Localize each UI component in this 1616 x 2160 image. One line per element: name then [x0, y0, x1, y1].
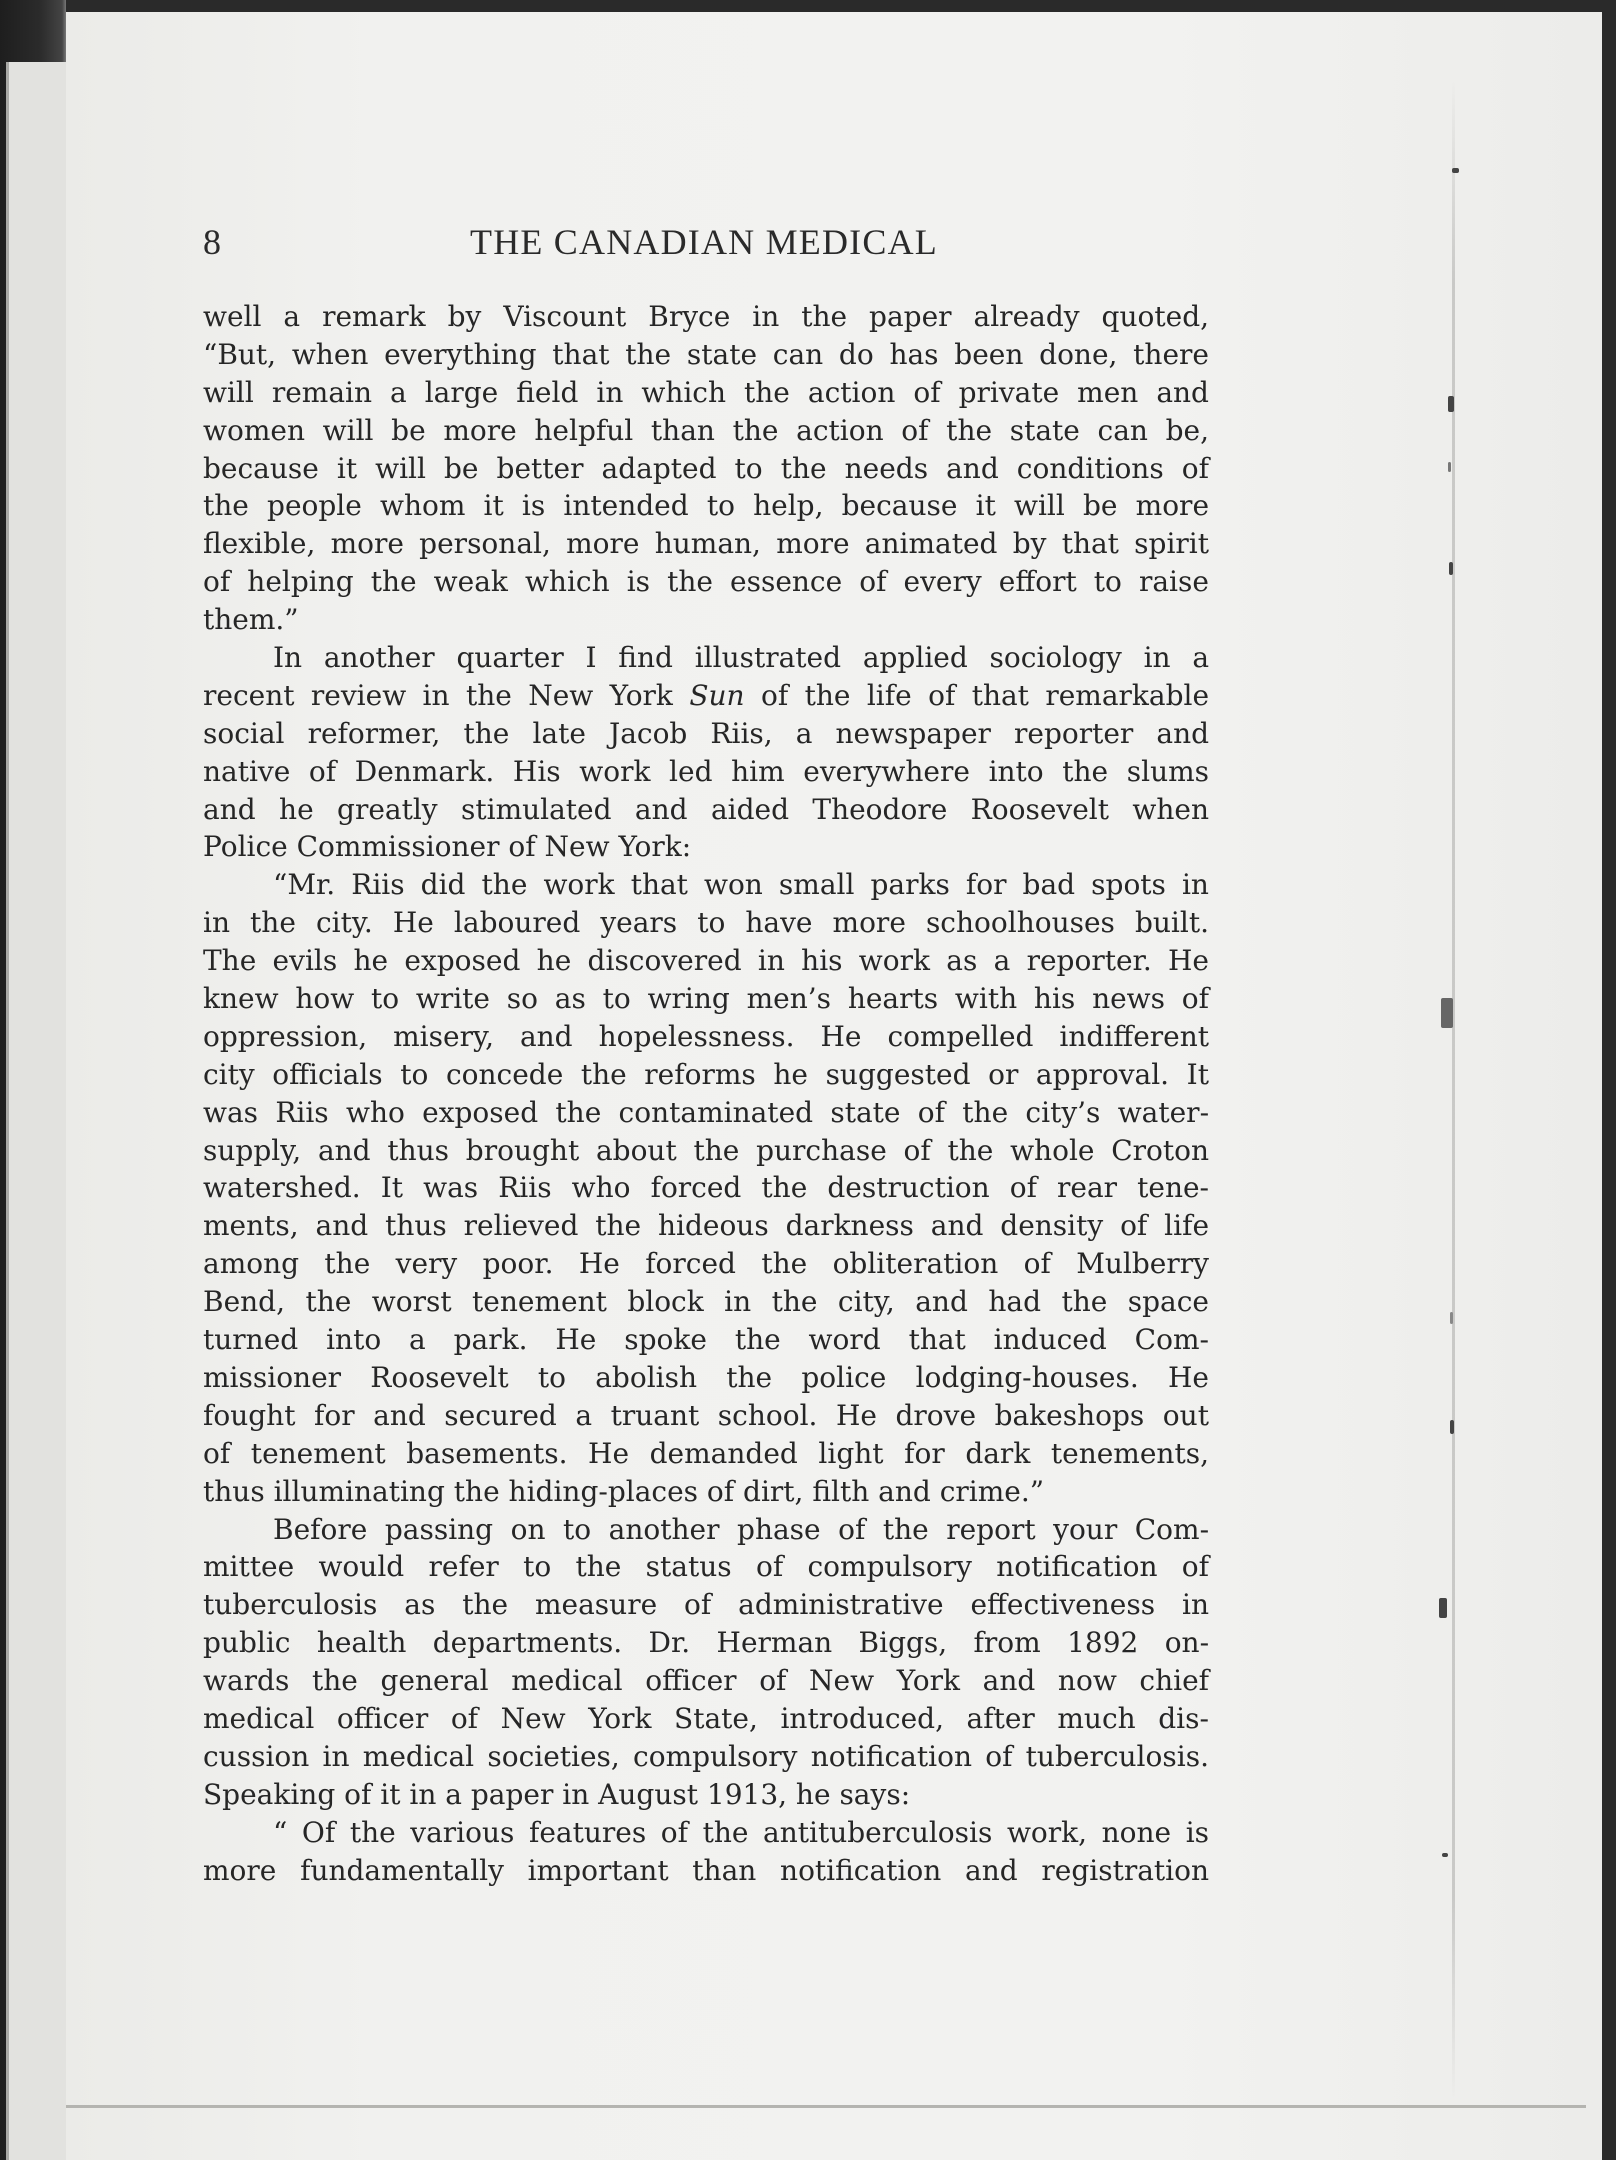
scan-speck — [1450, 1312, 1453, 1324]
text-line: “But, when everything that the state can do has been done, there — [203, 337, 1209, 371]
text-line-with-italic — [203, 677, 1209, 715]
text-line: “ Of the various features of the antituberculosis work, none is — [273, 1815, 1210, 1849]
text-line: Before passing on to another phase of the report your Com- — [273, 1512, 1210, 1546]
scan-speck — [1450, 1420, 1454, 1434]
text-line: was Riis who exposed the contaminated state of the city’s water- — [203, 1095, 1210, 1129]
page-right-shadow — [1452, 80, 1455, 2100]
text-line: will remain a large field in which the action of private men and — [203, 375, 1209, 409]
text-line: thus illuminating the hiding-places of dirt, filth and crime.” — [203, 1474, 1045, 1508]
page-number: 8 — [203, 222, 222, 262]
text-line: “Mr. Riis did the work that won small parks for bad spots in — [273, 868, 1209, 902]
newspaper-name: Sun — [689, 678, 745, 712]
text-segment: recent review in the New York — [203, 678, 690, 712]
scan-right-border — [1602, 0, 1616, 2160]
paragraph-riis-intro — [203, 639, 1209, 866]
text-line: more fundamentally important than notification and registration — [203, 1853, 1210, 1887]
text-line: cussion in medical societies, compulsory notification of tuberculosis. — [203, 1739, 1209, 1773]
text-line: well a remark by Viscount Bryce in the paper already quoted, — [203, 300, 1210, 333]
paragraph-riis-quote — [203, 866, 1209, 1510]
page-bottom-fold — [66, 2105, 1586, 2108]
paragraph-biggs-quote — [203, 1814, 1209, 1890]
text-line: Bend, the worst tenement block in the city, and had the space — [203, 1285, 1209, 1319]
text-line: oppression, misery, and hopelessness. He compelled indifferent — [203, 1019, 1210, 1053]
text-line: social reformer, the late Jacob Riis, a newspaper reporter and — [203, 716, 1210, 750]
text-line: supply, and thus brought about the purchase of the whole Croton — [203, 1133, 1210, 1167]
text-line: medical officer of New York State, introduced, after much dis- — [203, 1701, 1209, 1735]
text-line: ments, and thus relieved the hideous darkness and density of life — [203, 1209, 1210, 1243]
text-line: among the very poor. He forced the obliteration of Mulberry — [203, 1247, 1209, 1281]
text-segment: of the life of that remarkable — [744, 678, 1210, 712]
text-line: The evils he exposed he discovered in his work as a reporter. He — [203, 944, 1209, 978]
text-line: because it will be better adapted to the needs and conditions of — [203, 451, 1209, 485]
scan-speck — [1441, 998, 1453, 1028]
text-line: fought for and secured a truant school. He drove bakeshops out — [203, 1398, 1209, 1432]
text-line: mittee would refer to the status of compulsory notification of — [203, 1550, 1210, 1584]
paragraph-bryce-quote — [203, 298, 1209, 639]
journal-title: THE CANADIAN MEDICAL — [470, 222, 938, 262]
scan-speck — [1448, 396, 1454, 412]
text-line: of tenement basements. He demanded light for dark tenements, — [203, 1436, 1209, 1470]
text-line: public health departments. Dr. Herman Biggs, from 1892 on- — [203, 1626, 1210, 1660]
scan-speck — [1442, 1853, 1448, 1857]
text-line: missioner Roosevelt to abolish the police lodging-houses. He — [203, 1360, 1209, 1394]
text-line: in the city. He laboured years to have more schoolhouses built. — [203, 906, 1209, 940]
text-line: Police Commissioner of New York: — [203, 830, 692, 864]
text-line: city officials to concede the reforms he suggested or approval. It — [203, 1057, 1209, 1091]
text-line: wards the general medical officer of New York and now chief — [203, 1664, 1210, 1698]
running-head — [203, 221, 1208, 265]
paragraph-tuberculosis-notification — [203, 1511, 1209, 1814]
text-line: of helping the weak which is the essence of every effort to raise — [203, 565, 1209, 599]
text-line: knew how to write so as to wring men’s hearts with his news of — [203, 982, 1210, 1016]
text-line: them.” — [203, 603, 299, 637]
scan-speck — [1452, 168, 1459, 173]
body-text — [203, 298, 1209, 1889]
text-line: flexible, more personal, more human, more animated by that spirit — [203, 527, 1210, 561]
text-line: native of Denmark. His work led him everywhere into the slums — [203, 754, 1210, 788]
text-line: tuberculosis as the measure of administrative effectiveness in — [203, 1588, 1209, 1622]
text-line: the people whom it is intended to help, because it will be more — [203, 489, 1210, 523]
scan-speck — [1448, 462, 1451, 472]
text-line: watershed. It was Riis who forced the destruction of rear tene- — [203, 1171, 1210, 1205]
scan-speck — [1449, 562, 1453, 575]
text-line: In another quarter I find illustrated applied sociology in a — [273, 641, 1210, 675]
text-line: women will be more helpful than the action of the state can be, — [203, 413, 1210, 447]
text-line: Speaking of it in a paper in August 1913, he says: — [203, 1777, 911, 1811]
text-line: turned into a park. He spoke the word that induced Com- — [203, 1323, 1209, 1357]
text-line: and he greatly stimulated and aided Theodore Roosevelt when — [203, 792, 1209, 826]
scan-speck — [1439, 1598, 1447, 1618]
